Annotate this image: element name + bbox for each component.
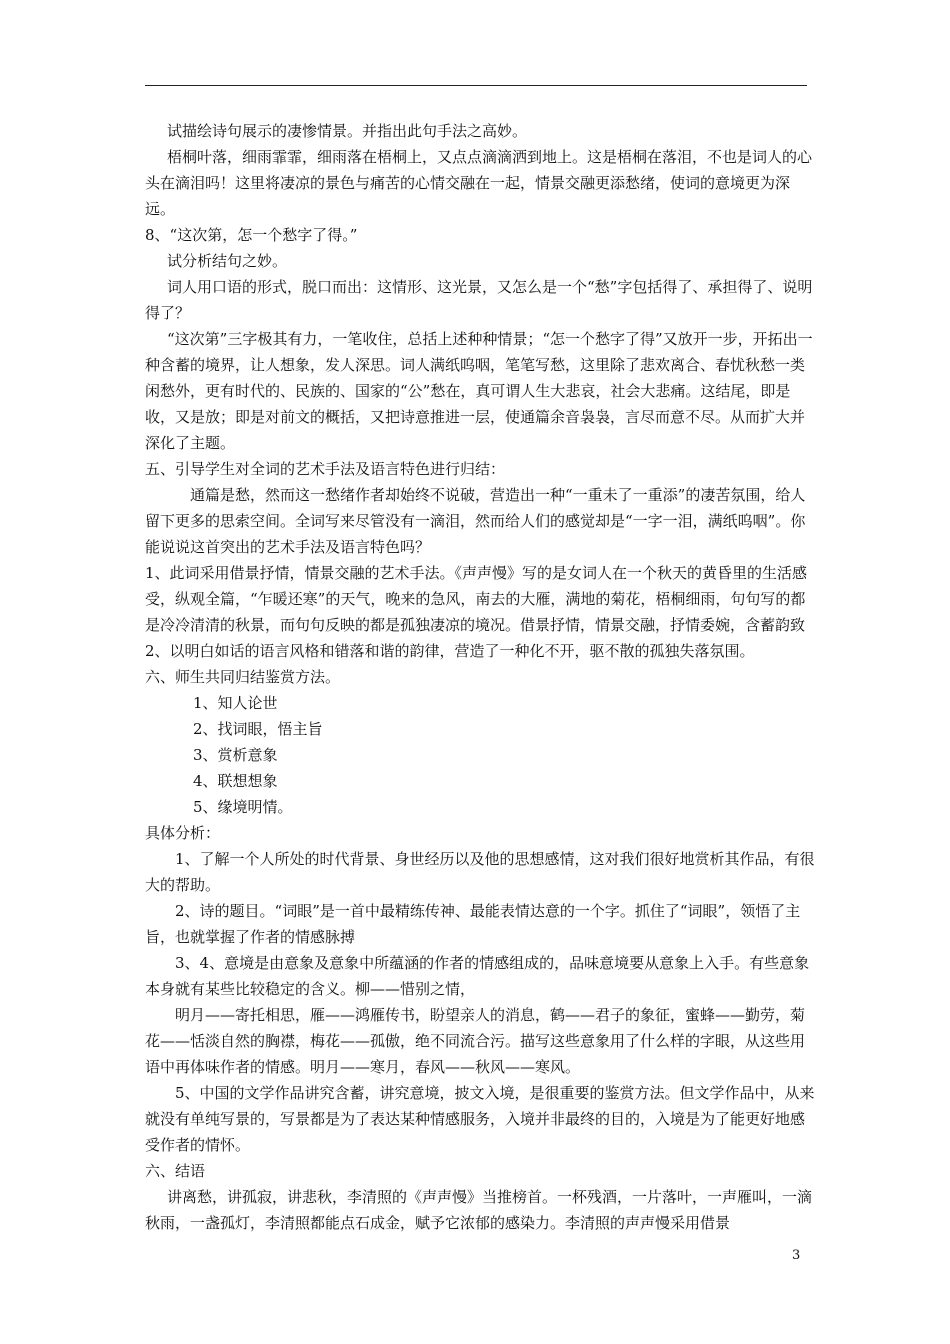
paragraph: 六、师生共同归结鉴赏方法。 <box>145 668 341 686</box>
paragraph: 词人用口语的形式，脱口而出：这情形、这光景，又怎么是一个“愁”字包括得了、承担得了、说明得了？ <box>145 278 813 322</box>
paragraph: 2、诗的题目。“词眼”是一首中最精练传神、最能表情达意的一个字。抓住了“词眼”，领悟了主旨，也就掌握了作者的情感脉搏 <box>145 902 801 946</box>
paragraph: 3、4、意境是由意象及意象中所蕴涵的作者的情感组成的，品味意境要从意象上入手。有些意象本身就有某些比较稳定的含义。柳——惜别之情， <box>145 954 810 998</box>
paragraph: 明月——寄托相思，雁——鸿雁传书，盼望亲人的消息，鹤——君子的象征，蜜蜂——勤劳，菊花——恬淡自然的胸襟，梅花——孤傲，绝不同流合污。描写这些意象用了什么样的字眼，从这些用语中再体味作者的情感。明月——寒月，春风——秋风——寒风。 <box>145 1006 806 1076</box>
document-body <box>145 118 815 1236</box>
paragraph: 1、了解一个人所处的时代背景、身世经历以及他的思想感情，这对我们很好地赏析其作品，有很大的帮助。 <box>145 850 815 894</box>
header-rule <box>145 85 807 86</box>
paragraph: 1、知人论世 <box>193 694 278 712</box>
paragraph: 试描绘诗句展示的凄惨情景。并指出此句手法之高妙。 <box>167 122 528 140</box>
paragraph: 3、赏析意象 <box>193 746 278 764</box>
paragraph: 试分析结句之妙。 <box>167 252 288 270</box>
paragraph: 5、中国的文学作品讲究含蓄，讲究意境，披文入境，是很重要的鉴赏方法。但文学作品中，从来就没有单纯写景的，写景都是为了表达某种情感服务，入境并非最终的目的，入境是为了能更好地感受作者的情怀。 <box>145 1084 815 1154</box>
paragraph: 梧桐叶落，细雨霏霏，细雨落在梧桐上，又点点滴滴洒到地上。这是梧桐在落泪，不也是词人的心头在滴泪吗！这里将凄凉的景色与痛苦的心情交融在一起，情景交融更添愁绪，使词的意境更为深远。 <box>145 148 813 218</box>
paragraph: 六、结语 <box>145 1162 206 1180</box>
paragraph: 4、联想想象 <box>193 772 278 790</box>
paragraph: 2、以明白如话的语言风格和错落和谐的韵律，营造了一种化不开，驱不散的孤独失落氛围。 <box>145 642 755 660</box>
paragraph: 1、此词采用借景抒情，情景交融的艺术手法。《声声慢》写的是女词人在一个秋天的黄昏里的生活感受，纵观全篇，“乍暖还寒”的天气，晚来的急风，南去的大雁，满地的菊花，梧桐细雨，句句写的都是冷冷清清的秋景，而句句反映的都是孤独凄凉的境况。借景抒情，情景交融，抒情委婉，含蓄韵致 <box>145 564 808 634</box>
paragraph: 2、找词眼，悟主旨 <box>193 720 323 738</box>
paragraph: 讲离愁，讲孤寂，讲悲秋，李清照的《声声慢》当推榜首。一杯残酒，一片落叶，一声雁叫，一滴秋雨，一盏孤灯，李清照都能点石成金，赋予它浓郁的感染力。李清照的声声慢采用借景 <box>145 1188 813 1232</box>
page-number: 3 <box>792 1248 801 1263</box>
paragraph: 8、“这次第，怎一个愁字了得。” <box>145 226 358 244</box>
paragraph: 五、引导学生对全词的艺术手法及语言特色进行归结： <box>145 460 506 478</box>
paragraph: “这次第”三字极其有力，一笔收住，总括上述种种情景；“怎一个愁字了得”又放开一步，开拓出一种含蓄的境界，让人想象，发人深思。词人满纸呜咽，笔笔写愁，这里除了悲欢离合、春忧秋愁一类闲愁外，更有时代的、民族的、国家的“公”愁在，真可谓人生大悲哀，社会大悲痛。这结尾，即是收，又是放；即是对前文的概括，又把诗意推进一层，使通篇余音袅袅，言尽而意不尽。从而扩大并深化了主题。 <box>145 330 813 452</box>
paragraph: 具体分析： <box>145 824 221 842</box>
paragraph: 5、缘境明情。 <box>193 798 293 816</box>
paragraph: 通篇是愁，然而这一愁绪作者却始终不说破，营造出一种“一重未了一重添”的凄苦氛围，给人留下更多的思索空间。全词写来尽管没有一滴泪，然而给人们的感觉却是“一字一泪，满纸呜咽”。你能说说这首突出的艺术手法及语言特色吗？ <box>145 486 806 556</box>
